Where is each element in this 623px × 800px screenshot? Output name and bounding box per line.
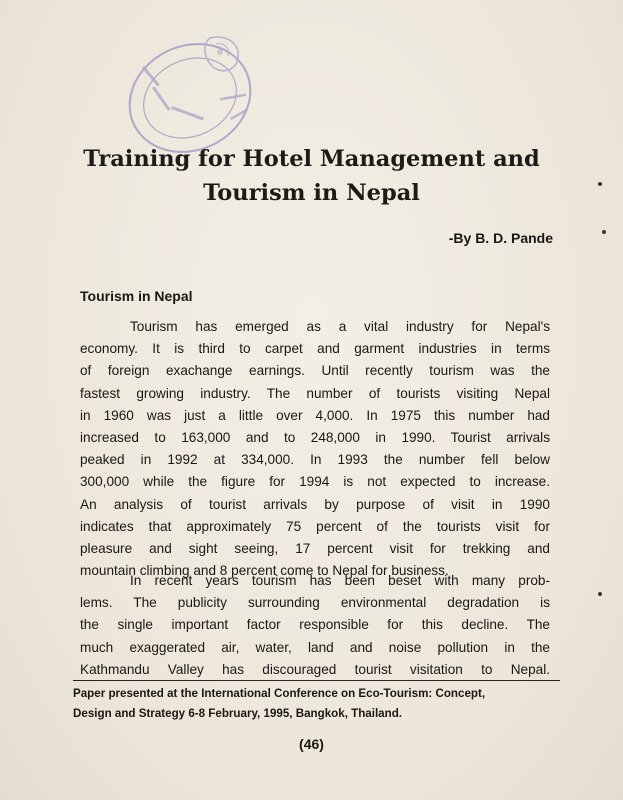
paragraph-line: increased to 163,000 and to 248,000 in 1990. Tourist arrivals <box>80 429 550 445</box>
footnote-line: Paper presented at the International Conference on Eco-Tourism: Concept, <box>73 687 486 700</box>
paragraph-line: pleasure and sight seeing, 17 percent visit for trekking and <box>80 540 550 556</box>
paragraph-line: of foreign exachange earnings. Until recently tourism was the <box>80 363 550 379</box>
paragraph-line: economy. It is third to carpet and garment industries in terms <box>80 341 550 357</box>
binding-hole-mark <box>598 592 602 596</box>
paragraph-line: mountain climbing and 8 percent come to Nepal for business. <box>80 563 449 579</box>
paragraph-line: In recent years tourism has been beset with many prob- <box>130 573 550 588</box>
paragraph-line: 300,000 while the figure for 1994 is not expected to increase. <box>80 474 550 490</box>
author-byline: -By B. D. Pande <box>448 230 553 246</box>
paragraph-line: in 1960 was just a little over 4,000. In 1975 this number had <box>80 407 550 423</box>
paragraph-line: fastest growing industry. The number of tourists visiting Nepal <box>80 385 550 401</box>
footnote-divider <box>73 680 560 681</box>
paragraph-line: the single important factor responsible for this decline. The <box>80 617 550 633</box>
paragraph-1 <box>80 316 550 582</box>
paragraph-line: indicates that approximately 75 percent of the tourists visit for <box>80 518 550 534</box>
binding-hole-mark <box>598 182 602 186</box>
paragraph-2 <box>80 570 550 681</box>
title-line-1: Training for Hotel Management and <box>83 146 540 172</box>
paragraph-line: lems. The publicity surrounding environmental degradation is <box>80 595 550 611</box>
paragraph-line: Tourism has emerged as a vital industry for Nepal's <box>130 319 550 334</box>
article-title <box>60 142 563 210</box>
binding-hole-mark <box>602 230 606 234</box>
library-stamp-icon <box>120 28 290 158</box>
page-number: (46) <box>299 736 324 752</box>
title-line-2: Tourism in Nepal <box>203 180 420 206</box>
paragraph-line: Kathmandu Valley has discouraged tourist visitation to Nepal. <box>80 661 550 677</box>
paragraph-line: much exaggerated air, water, land and noise pollution in the <box>80 639 550 655</box>
paragraph-line: peaked in 1992 at 334,000. In 1993 the number fell below <box>80 452 550 468</box>
footnote <box>73 684 563 724</box>
footnote-line: Design and Strategy 6-8 February, 1995, Bangkok, Thailand. <box>73 707 403 720</box>
paragraph-line: An analysis of tourist arrivals by purpose of visit in 1990 <box>80 496 550 512</box>
section-heading: Tourism in Nepal <box>80 288 193 304</box>
